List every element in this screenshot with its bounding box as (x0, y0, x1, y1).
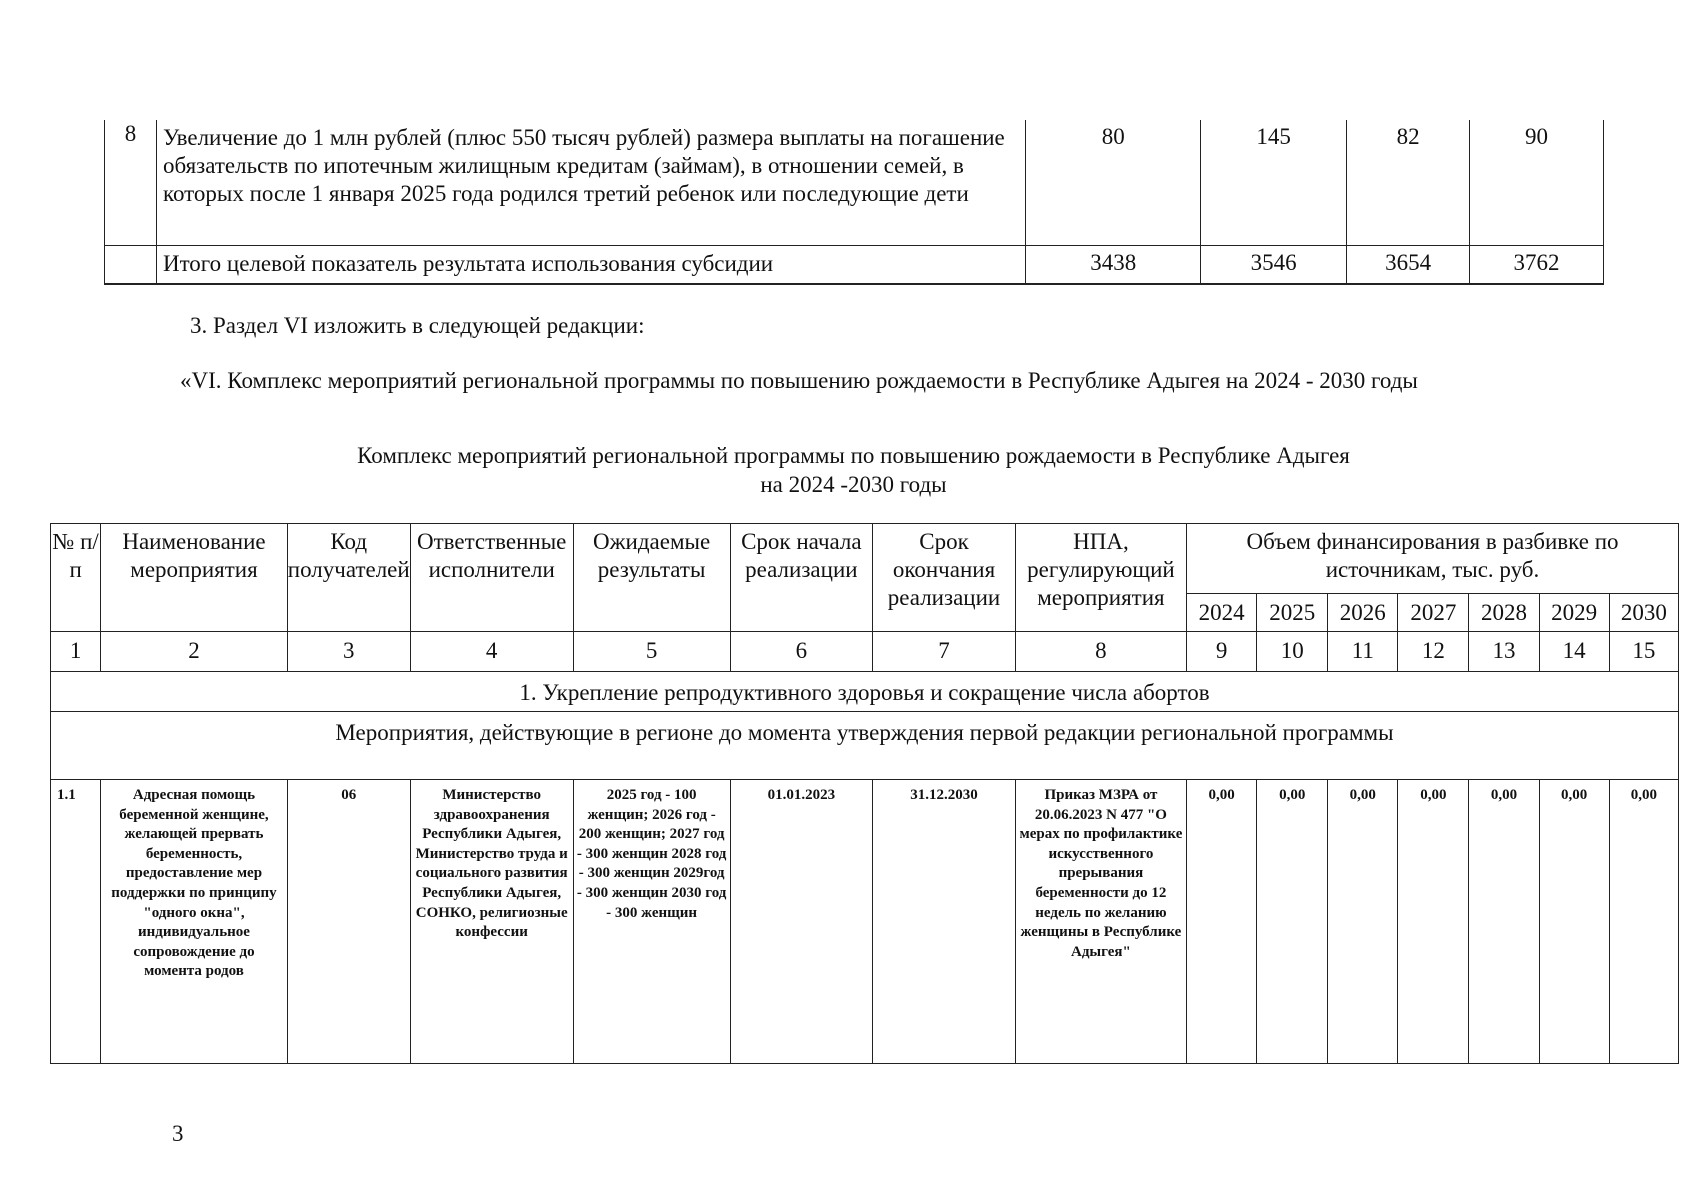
subsection-row (51, 712, 1679, 780)
funding-cell: 0,00 (1328, 780, 1398, 1064)
page-number: 3 (172, 1121, 184, 1146)
funding-cell: 0,00 (1609, 780, 1678, 1064)
indicator-text: Увеличение до 1 млн рублей (плюс 550 тысяч рублей) размера выплаты на погашение обязательств по ипотечным жилищным кредитам (займам), в отношении семей, в которых после 1 января 2025 года родился третий ребенок или последующие дети (156, 120, 1025, 245)
row-number (105, 245, 157, 284)
table-title-line: Комплекс мероприятий региональной программы по повышению рождаемости в Республике Адыгея (357, 443, 1350, 468)
total-label: Итого целевой показатель результата использования субсидии (156, 245, 1025, 284)
total-value: 3438 (1026, 245, 1201, 284)
row-number: 8 (105, 120, 157, 245)
year-cell: 2030 (1609, 594, 1678, 632)
column-number: 3 (287, 632, 410, 672)
end-date: 31.12.2030 (873, 780, 1016, 1064)
total-row (105, 245, 1604, 284)
total-value: 3546 (1201, 245, 1347, 284)
funding-cell: 0,00 (1187, 780, 1257, 1064)
column-number: 8 (1015, 632, 1186, 672)
start-date: 01.01.2023 (730, 780, 873, 1064)
header-name: Наименование мероприятия (101, 524, 288, 632)
column-number: 11 (1328, 632, 1398, 672)
total-value: 3654 (1347, 245, 1470, 284)
expected-results: 2025 год - 100 женщин; 2026 год - 200 женщин; 2027 год - 300 женщин 2028 год - 300 женщин 2029год - 300 женщин 2030 год - 300 женщин (573, 780, 730, 1064)
header-num: № п/п (51, 524, 101, 632)
subsidy-indicator-table (104, 120, 1604, 285)
header-funding: Объем финансирования в разбивке по источникам, тыс. руб. (1187, 524, 1679, 594)
column-number: 12 (1398, 632, 1469, 672)
header-results: Ожидаемые результаты (573, 524, 730, 632)
responsible-executors: Министерство здравоохранения Республики Адыгея, Министерство труда и социального развития Республики Адыгея, СОНКО, религиозные конфессии (410, 780, 573, 1064)
funding-cell: 0,00 (1398, 780, 1469, 1064)
column-number-row (51, 632, 1679, 672)
funding-cell: 0,00 (1469, 780, 1539, 1064)
section-heading: «VI. Комплекс мероприятий региональной программы по повышению рождаемости в Республике Адыгея на 2024 - 2030 годы (180, 368, 1418, 393)
column-number: 15 (1609, 632, 1678, 672)
column-number: 2 (101, 632, 288, 672)
recipient-code: 06 (287, 780, 410, 1064)
column-number: 6 (730, 632, 873, 672)
header-code: Код получателей (287, 524, 410, 632)
value-cell: 80 (1026, 120, 1201, 245)
regulatory-act: Приказ МЗРА от 20.06.2023 N 477 "О мерах по профилактике искусственного прерывания беременности до 12 недель по желанию женщины в Республике Адыгея" (1015, 780, 1186, 1064)
table-title-line: на 2024 -2030 годы (760, 472, 947, 497)
year-cell: 2028 (1469, 594, 1539, 632)
section-title: 1. Укрепление репродуктивного здоровья и сокращение числа абортов (51, 672, 1679, 712)
column-number: 14 (1539, 632, 1609, 672)
column-number: 4 (410, 632, 573, 672)
header-npa: НПА, регулирующий мероприятия (1015, 524, 1186, 632)
column-number: 1 (51, 632, 101, 672)
header-start: Срок начала реализации (730, 524, 873, 632)
year-cell: 2027 (1398, 594, 1469, 632)
column-number: 10 (1257, 632, 1328, 672)
total-value: 3762 (1470, 245, 1604, 284)
header-responsible: Ответственные исполнители (410, 524, 573, 632)
table-title (0, 441, 1707, 499)
column-number: 7 (873, 632, 1016, 672)
value-cell: 82 (1347, 120, 1470, 245)
column-number: 9 (1187, 632, 1257, 672)
year-cell: 2024 (1187, 594, 1257, 632)
table-row (105, 120, 1604, 245)
column-number: 13 (1469, 632, 1539, 672)
value-cell: 90 (1470, 120, 1604, 245)
funding-cell: 0,00 (1539, 780, 1609, 1064)
measure-name: Адресная помощь беременной женщине, желающей прервать беременность, предоставление мер поддержки по принципу "одного окна", индивидуальное сопровождение до момента родов (101, 780, 288, 1064)
year-cell: 2025 (1257, 594, 1328, 632)
year-cell: 2026 (1328, 594, 1398, 632)
row-number: 1.1 (51, 780, 101, 1064)
program-measures-table (50, 523, 1679, 1064)
column-number: 5 (573, 632, 730, 672)
table-row (51, 780, 1679, 1064)
value-cell: 145 (1201, 120, 1347, 245)
header-row (51, 524, 1679, 594)
subsection-title: Мероприятия, действующие в регионе до момента утверждения первой редакции региональной программы (51, 712, 1679, 780)
funding-cell: 0,00 (1257, 780, 1328, 1064)
year-cell: 2029 (1539, 594, 1609, 632)
section-row (51, 672, 1679, 712)
header-end: Срок окончания реализации (873, 524, 1016, 632)
section-instruction: 3. Раздел VI изложить в следующей редакции: (190, 313, 645, 338)
